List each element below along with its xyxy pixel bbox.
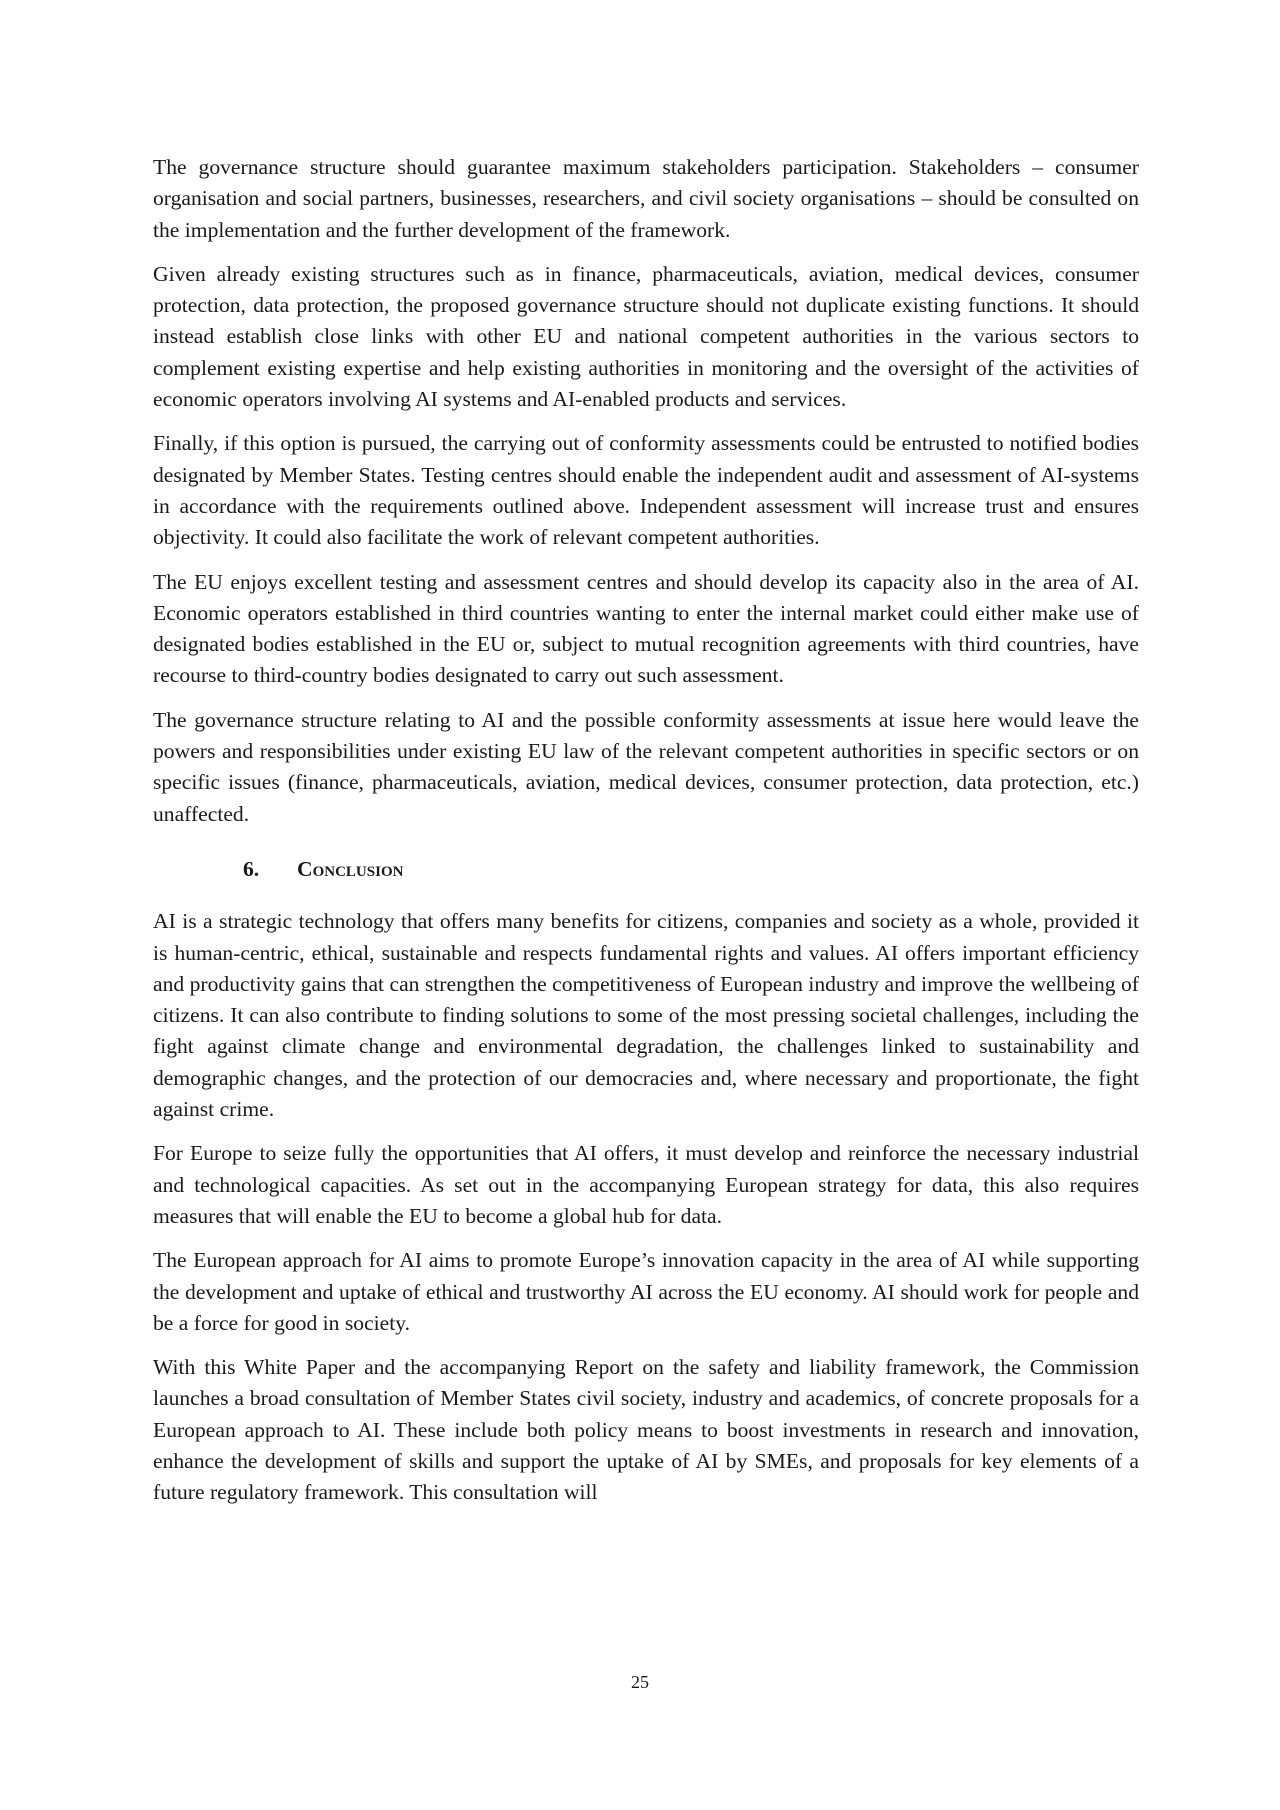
section-title: Conclusion bbox=[297, 856, 404, 881]
paragraph-europe-opportunities: For Europe to seize fully the opportunities that AI offers, it must develop and reinforce the necessary industrial and technological capacities. As set out in the accompanying European strategy for data, this also requires measures that will enable the EU to become a global hub for data. bbox=[153, 1141, 1139, 1228]
paragraph-strategic-technology: AI is a strategic technology that offers many benefits for citizens, companies and society as a whole, provided it is human-centric, ethical, sustainable and respects fundamental rights and values. AI offers important efficiency and productivity gains that can strengthen the competitiveness of European industry and improve the wellbeing of citizens. It can also contribute to finding solutions to some of the most pressing societal challenges, including the fight against climate change and environmental degradation, the challenges linked to sustainability and demographic changes, and the protection of our democracies and, where necessary and proportionate, the fight against crime. bbox=[153, 909, 1139, 1122]
paragraph-testing-centres: The EU enjoys excellent testing and assessment centres and should develop its capacity also in the area of AI. Economic operators established in third countries wanting to enter the internal market could either make use of designated bodies established in the EU or, subject to mutual recognition agreements with third countries, have recourse to third-country bodies designated to carry out such assessment. bbox=[153, 569, 1139, 688]
paragraph-european-approach: The European approach for AI aims to promote Europe’s innovation capacity in the area of AI while supporting the development and uptake of ethical and trustworthy AI across the EU economy. AI should work for people and be a force for good in society. bbox=[153, 1248, 1139, 1335]
section-heading bbox=[243, 854, 1139, 885]
page-number: 25 bbox=[631, 1672, 649, 1692]
paragraph-stakeholders: The governance structure should guarantee maximum stakeholders participation. Stakeholders – consumer organisation and social partners, businesses, researchers, and civil society organisations – should be consulted on the implementation and the further development of the framework. bbox=[153, 155, 1139, 242]
paragraph-existing-structures: Given already existing structures such as in finance, pharmaceuticals, aviation, medical devices, consumer protection, data protection, the proposed governance structure should not duplicate existing functions. It should instead establish close links with other EU and national competent authorities in the various sectors to complement existing expertise and help existing authorities in monitoring and the oversight of the activities of economic operators involving AI systems and AI-enabled products and services. bbox=[153, 261, 1139, 412]
paragraph-conformity-assessments: Finally, if this option is pursued, the carrying out of conformity assessments could be entrusted to notified bodies designated by Member States. Testing centres should enable the independent audit and assessment of AI-systems in accordance with the requirements outlined above. Independent assessment will increase trust and ensures objectivity. It could also facilitate the work of relevant competent authorities. bbox=[153, 431, 1139, 550]
paragraph-governance-powers: The governance structure relating to AI and the possible conformity assessments at issue here would leave the powers and responsibilities under existing EU law of the relevant competent authorities in specific sectors or on specific issues (finance, pharmaceuticals, aviation, medical devices, consumer protection, data protection, etc.) unaffected. bbox=[153, 707, 1139, 826]
section-number: 6. bbox=[243, 856, 260, 881]
document-page bbox=[153, 152, 1139, 1522]
paragraph-white-paper-consultation: With this White Paper and the accompanying Report on the safety and liability framework, the Commission launches a broad consultation of Member States civil society, industry and academics, of concrete proposals for a European approach to AI. These include both policy means to boost investments in research and innovation, enhance the development of skills and support the uptake of AI by SMEs, and proposals for key elements of a future regulatory framework. This consultation will bbox=[153, 1355, 1139, 1505]
